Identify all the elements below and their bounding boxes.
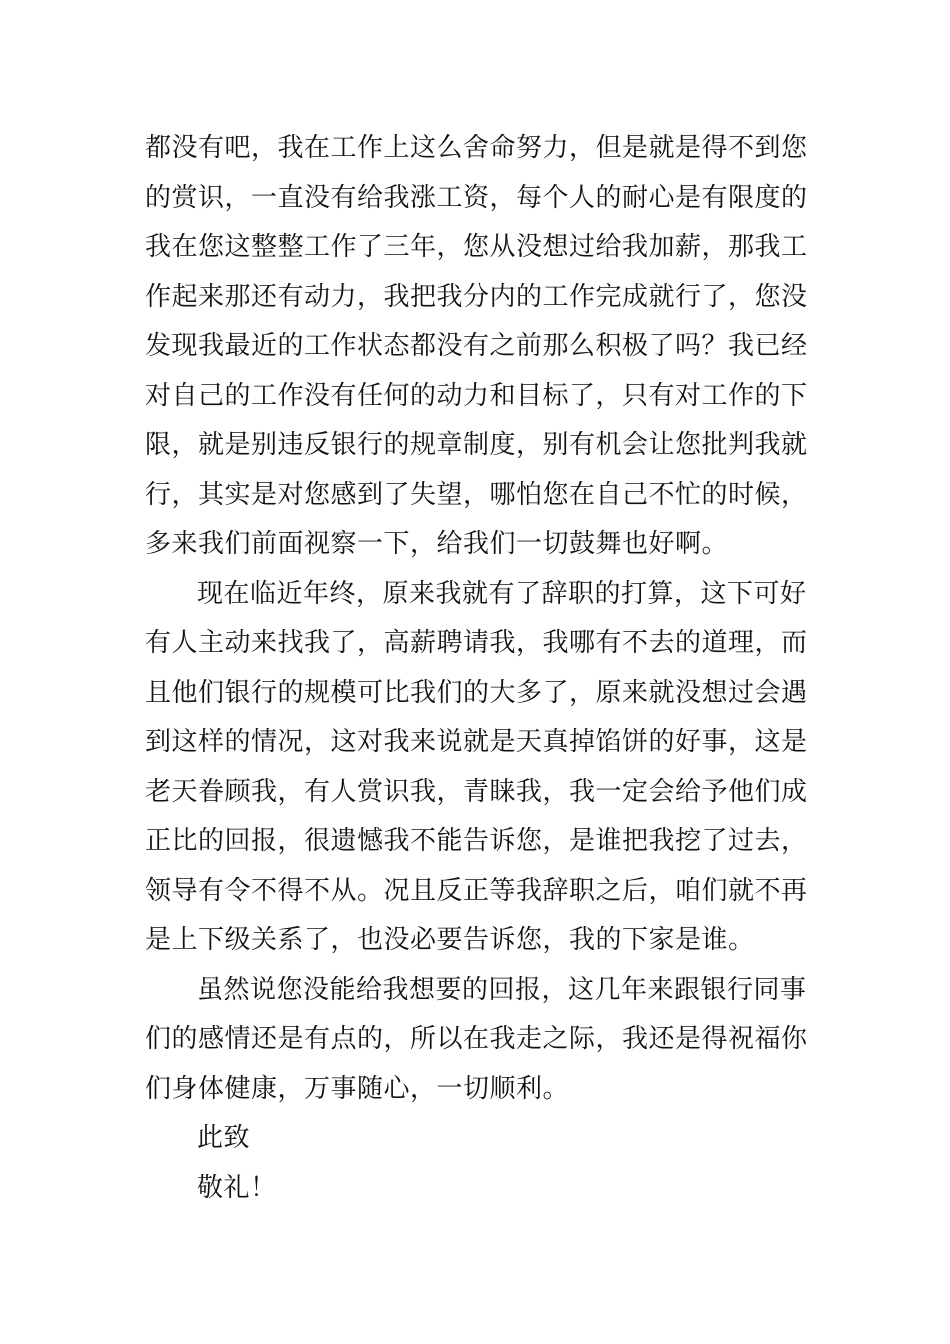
text-line: 发现我最近的工作状态都没有之前那么积极了吗？我已经 (145, 331, 808, 361)
paragraph-start-line: 现在临近年终，原来我就有了辞职的打算，这下可好 (197, 578, 807, 609)
text-line: 的赏识，一直没有给我涨工资，每个人的耐心是有限度的 (145, 182, 808, 213)
text-line: 行，其实是对您感到了失望，哪怕您在自己不忙的时候， (145, 479, 808, 510)
text-line: 到这样的情况，这对我来说就是天真掉馅饼的好事，这是 (145, 727, 808, 757)
text-line: 我在您这整整工作了三年，您从没想过给我加薪，那我工 (145, 232, 808, 262)
text-line: 对自己的工作没有任何的动力和目标了，只有对工作的下 (145, 380, 808, 411)
letter-body (145, 124, 810, 1213)
text-line: 多来我们前面视察一下，给我们一切鼓舞也好啊。 (145, 529, 729, 559)
paragraph-start-line: 敬礼！ (197, 1172, 277, 1203)
text-line: 领导有令不得不从。况且反正等我辞职之后，咱们就不再 (145, 875, 808, 906)
text-line: 们身体健康，万事随心，一切顺利。 (145, 1073, 570, 1104)
text-line: 正比的回报，很遗憾我不能告诉您，是谁把我挖了过去， (145, 826, 808, 856)
text-line: 且他们银行的规模可比我们的大多了，原来就没想过会遇 (145, 677, 808, 708)
paragraph-start-line: 此致 (197, 1123, 251, 1153)
text-line: 都没有吧，我在工作上这么舍命努力，但是就是得不到您 (145, 133, 808, 163)
text-line: 限，就是别违反银行的规章制度，别有机会让您批判我就 (145, 430, 808, 460)
text-line: 作起来那还有动力，我把我分内的工作完成就行了，您没 (145, 281, 808, 312)
text-line: 是上下级关系了，也没必要告诉您，我的下家是谁。 (145, 925, 755, 955)
text-line: 老天眷顾我，有人赏识我，青睐我，我一定会给予他们成 (145, 776, 808, 807)
text-line: 们的感情还是有点的，所以在我走之际，我还是得祝福你 (145, 1024, 808, 1054)
paragraph-start-line: 虽然说您没能给我想要的回报，这几年来跟银行同事 (197, 974, 807, 1005)
text-line: 有人主动来找我了，高薪聘请我，我哪有不去的道理，而 (145, 628, 808, 658)
